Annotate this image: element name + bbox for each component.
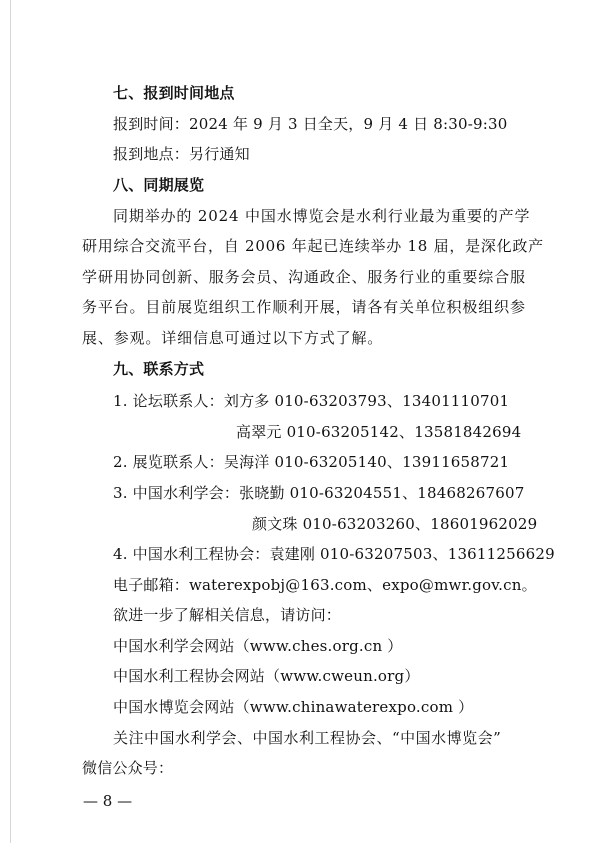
section-7-heading: 七、报到时间地点: [113, 84, 235, 102]
email-line: 电子邮箱：waterexpobj@163.com、expo@mwr.gov.cn。: [113, 576, 537, 594]
website-line: 中国水博览会网站（www.chinawaterexpo.com ）: [113, 698, 474, 716]
more-info-line: 欲进一步了解相关信息，请访问：: [113, 606, 342, 624]
forum-contact-line: 高翠元 010-63205142、13581842694: [236, 423, 522, 441]
follow-wechat-line: 关注中国水利学会、中国水利工程协会、“中国水博览会”: [113, 729, 502, 747]
page-edge: [10, 0, 11, 843]
follow-wechat-line: 微信公众号：: [82, 759, 174, 777]
website-line: 中国水利工程协会网站（www.cweun.org）: [113, 667, 420, 685]
expo-paragraph-line: 务平台。目前展览组织工作顺利开展，请各有关单位积极组织参: [82, 298, 526, 316]
expo-paragraph-line: 研用综合交流平台，自 2006 年起已连续举办 18 届，是深化政产: [82, 237, 544, 255]
expo-paragraph-line: 同期举办的 2024 中国水博览会是水利行业最为重要的产学: [113, 207, 531, 225]
expo-paragraph-line: 学研用协同创新、服务会员、沟通政企、服务行业的重要综合服: [82, 268, 526, 286]
website-line: 中国水利学会网站（www.ches.org.cn ）: [113, 637, 403, 655]
ches-contact-line: 3. 中国水利学会：张晓勤 010-63204551、18468267607: [113, 484, 525, 502]
cweun-contact-line: 4. 中国水利工程协会：袁建刚 010-63207503、13611256629: [113, 545, 555, 563]
forum-contact-line: 1. 论坛联系人：刘方多 010-63203793、13401110701: [113, 392, 510, 410]
expo-contact-line: 2. 展览联系人：吴海洋 010-63205140、13911658721: [113, 453, 510, 471]
expo-paragraph-line: 展、参观。详细信息可通过以下方式了解。: [82, 329, 384, 347]
ches-contact-line: 颜文珠 010-63203260、18601962029: [252, 515, 538, 533]
registration-place: 报到地点：另行通知: [113, 145, 250, 163]
section-8-heading: 八、同期展览: [113, 176, 205, 194]
section-9-heading: 九、联系方式: [113, 360, 205, 378]
page-number: — 8 —: [83, 792, 133, 810]
registration-time: 报到时间：2024 年 9 月 3 日全天，9 月 4 日 8:30-9:30: [113, 115, 508, 133]
